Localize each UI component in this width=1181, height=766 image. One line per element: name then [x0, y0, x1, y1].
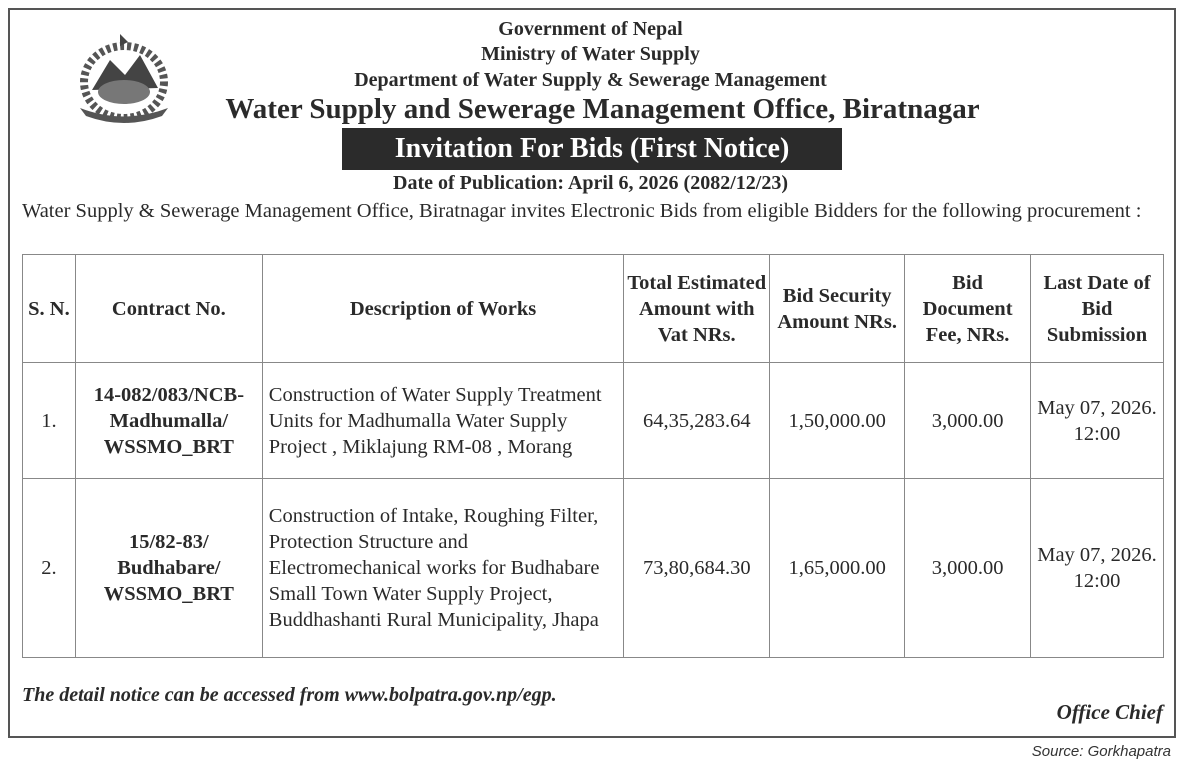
cell-sn: 2.: [23, 479, 76, 658]
source-credit: Source: Gorkhapatra: [1031, 743, 1171, 760]
cell-security: 1,50,000.00: [770, 363, 905, 479]
header-contract: Contract No.: [75, 255, 262, 363]
header-description: Description of Works: [262, 255, 624, 363]
header-date: Last Date of Bid Submission: [1031, 255, 1164, 363]
signatory: Office Chief: [1056, 700, 1163, 724]
detail-note: The detail notice can be accessed from www.bolpatra.gov.np/egp.: [22, 684, 557, 706]
header-security: Bid Security Amount NRs.: [770, 255, 905, 363]
intro-text: Water Supply & Sewerage Management Office, Biratnagar invites Electronic Bids from eligible Bidders for the following procurement :: [22, 200, 1142, 222]
cell-date: May 07, 2026. 12:00: [1031, 363, 1164, 479]
office-name: Water Supply and Sewerage Management Office, Biratnagar: [225, 93, 980, 125]
cell-amount: 64,35,283.64: [624, 363, 770, 479]
cell-fee: 3,000.00: [905, 479, 1031, 658]
publication-date: Date of Publication: April 6, 2026 (2082/12/23): [393, 172, 788, 194]
table-row: [23, 363, 1164, 479]
cell-contract: 14-082/083/NCB-Madhumalla/ WSSMO_BRT: [75, 363, 262, 479]
table-header-row: [23, 255, 1164, 363]
cell-sn: 1.: [23, 363, 76, 479]
cell-security: 1,65,000.00: [770, 479, 905, 658]
header-amount: Total Estimated Amount with Vat NRs.: [624, 255, 770, 363]
cell-date: May 07, 2026. 12:00: [1031, 479, 1164, 658]
ministry-name: Ministry of Water Supply: [481, 43, 700, 65]
bids-table: [22, 254, 1164, 658]
cell-description: Construction of Intake, Roughing Filter, Protection Structure and Electromechanical works for Budhabare Small Town Water Supply Project, Buddhashanti Rural Municipality, Jhapa: [262, 479, 624, 658]
cell-description: Construction of Water Supply Treatment Units for Madhumalla Water Supply Project , Miklajung RM-08 , Morang: [262, 363, 624, 479]
table-row: [23, 479, 1164, 658]
cell-fee: 3,000.00: [905, 363, 1031, 479]
gov-name: Government of Nepal: [498, 18, 683, 40]
cell-contract: 15/82-83/ Budhabare/ WSSMO_BRT: [75, 479, 262, 658]
header-sn: S. N.: [23, 255, 76, 363]
header-fee: Bid Document Fee, NRs.: [905, 255, 1031, 363]
notice-title: Invitation For Bids (First Notice): [342, 128, 842, 170]
department-name: Department of Water Supply & Sewerage Management: [354, 69, 827, 91]
cell-amount: 73,80,684.30: [624, 479, 770, 658]
